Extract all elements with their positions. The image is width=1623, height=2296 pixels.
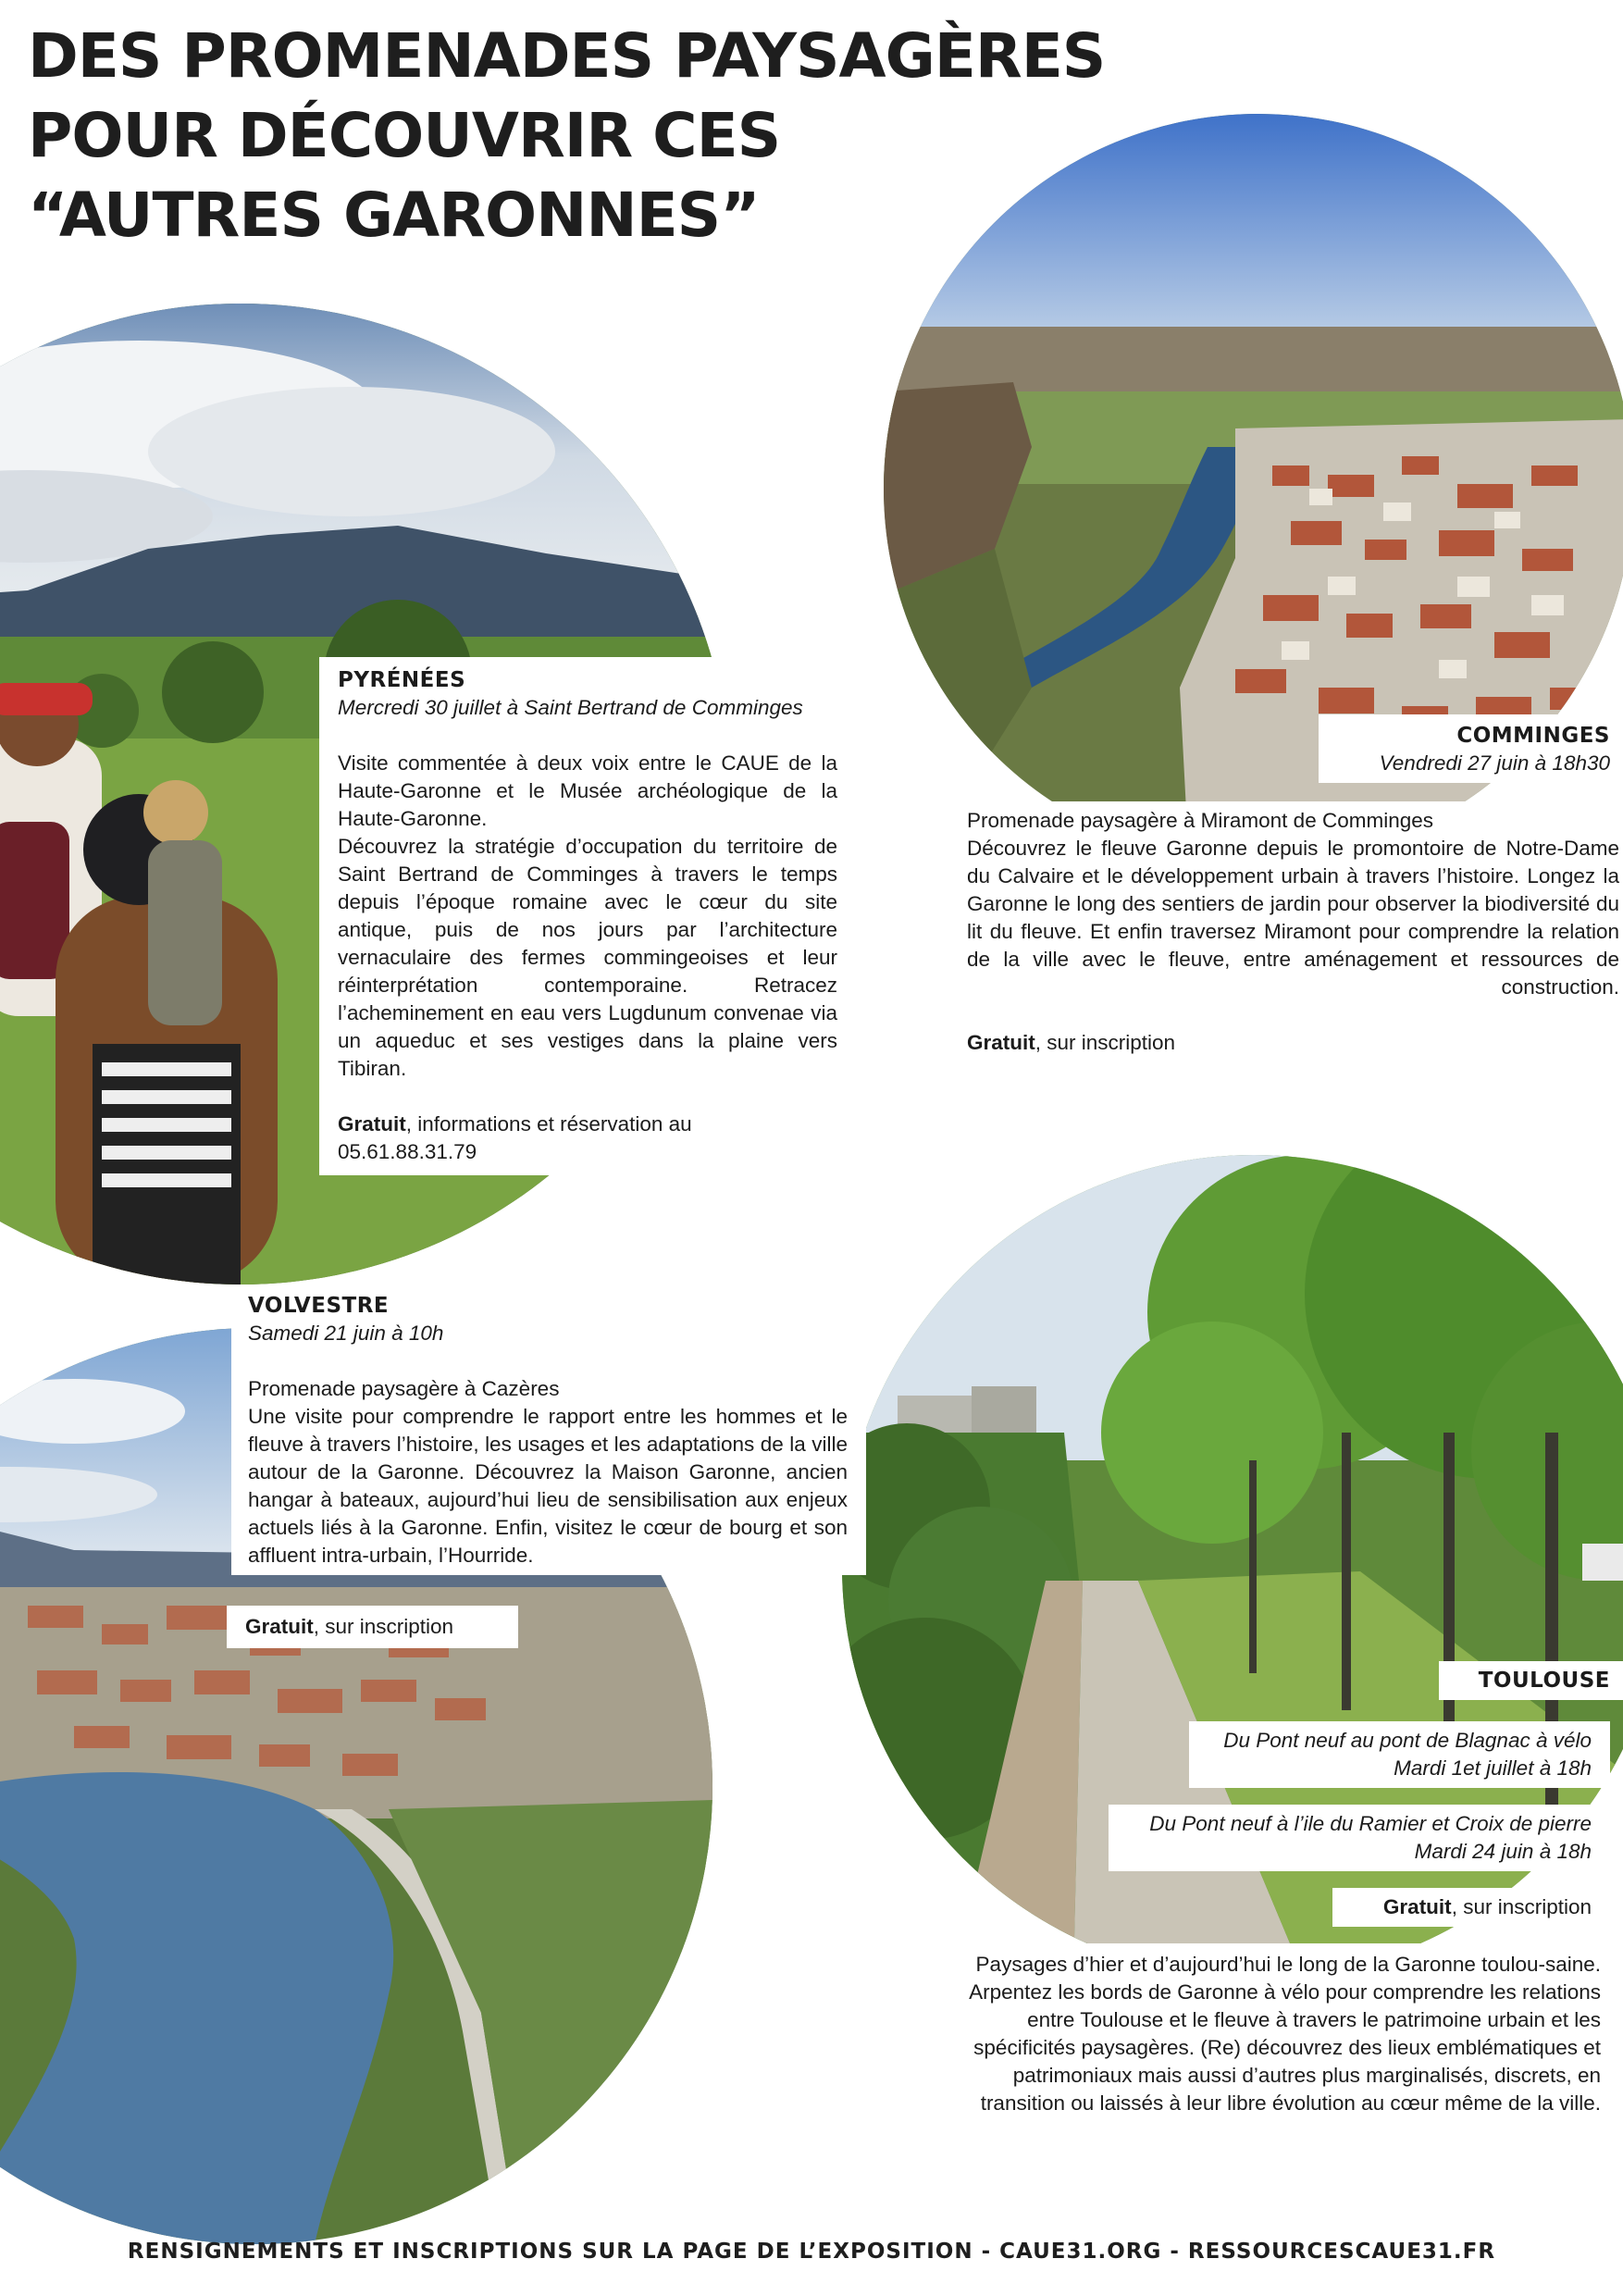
- volvestre-heading: VOLVESTRE: [248, 1294, 390, 1318]
- volvestre-description: Une visite pour comprendre le rapport entre les hommes et le fleuve à travers l’histoire, les usages et les adaptations de la ville autour de la Garonne. Découvrez la Maison Garonne, ancien hangar à bateaux, aujourd’hui lieu de sensibilisation aux enjeux actuels liés à la Garonne. Enfin, visitez le cœur de bourg et son affluent intra-urbain, l’Hourride.: [248, 1405, 848, 1567]
- comminges-free-note: , sur inscription: [1035, 1031, 1176, 1054]
- footer-info: RENSIGNEMENTS ET INSCRIPTIONS SUR LA PAGE DE L’EXPOSITION - CAUE31.ORG - RESSOURCESCAUE31.FR: [127, 2240, 1496, 2264]
- pyrenees-free-label: Gratuit: [338, 1112, 406, 1136]
- pyrenees-intro: Visite commentée à deux voix entre le CAUE de la Haute-Garonne et le Musée archéologique de la Haute-Garonne.: [338, 751, 837, 830]
- toulouse-price: [1332, 1888, 1610, 1927]
- toulouse-route-1-date: Mardi 1et juillet à 18h: [1394, 1756, 1592, 1780]
- comminges-price: [967, 1029, 1619, 1057]
- toulouse-route-1: [1189, 1721, 1610, 1788]
- toulouse-free-label: Gratuit: [1382, 1895, 1452, 1918]
- pyrenees-description: Découvrez la stratégie d’occupation du territoire de Saint Bertrand de Comminges à travers le temps depuis l’époque romaine avec le cœur du site antique, puis de nos jours par l’architecture vernaculaire des fermes commingeoises et leur réinterprétation contemporaine. Retracez l’acheminement en eau vers Lugdunum convenae via un aqueduc et ses vestiges dans la plaine vers Tibiran.: [338, 835, 837, 1080]
- volvestre-intro: Promenade paysagère à Cazères: [248, 1377, 560, 1400]
- toulouse-heading: TOULOUSE: [1478, 1669, 1610, 1693]
- volvestre-date: Samedi 21 juin à 10h: [248, 1322, 444, 1345]
- title-line-2: POUR DÉCOUVRIR CES: [28, 100, 781, 171]
- pyrenees-free-note: , informations et réservation au: [405, 1112, 692, 1136]
- toulouse-route-2-date: Mardi 24 juin à 18h: [1414, 1840, 1592, 1863]
- title-line-3: “AUTRES GARONNES”: [28, 180, 760, 251]
- volvestre-price: [227, 1606, 518, 1648]
- comminges-description: Découvrez le fleuve Garonne depuis le promontoire de Notre-Dame du Calvaire et le développement urbain à travers l’histoire. Longez la Garonne le long des sentiers de jardin pour observer la biodiversité du lit du fleuve. Et enfin traversez Miramont pour comprendre la relation de la ville avec le fleuve, entre aménagement et ressources de construction.: [967, 837, 1619, 999]
- page-title: [28, 17, 1105, 255]
- title-line-1: DES PROMENADES PAYSAGÈRES: [28, 20, 1106, 92]
- pyrenees-heading: PYRÉNÉES: [338, 668, 466, 692]
- toulouse-event: [944, 1943, 1619, 2127]
- comminges-free-label: Gratuit: [967, 1031, 1035, 1054]
- toulouse-header: [1439, 1661, 1623, 1700]
- toulouse-intro: Paysages d’hier et d’aujourd’hui le long de la Garonne toulou-saine.: [975, 1953, 1601, 1976]
- comminges-date: Vendredi 27 juin à 18h30: [1379, 751, 1610, 775]
- comminges-intro: Promenade paysagère à Miramont de Comminges: [967, 809, 1433, 832]
- pyrenees-event: [319, 657, 856, 1175]
- pyrenees-date: Mercredi 30 juillet à Saint Bertrand de Comminges: [338, 696, 803, 719]
- toulouse-free-note: , sur inscription: [1451, 1895, 1592, 1918]
- volvestre-free-label: Gratuit: [245, 1615, 314, 1638]
- toulouse-route-2: [1109, 1805, 1610, 1871]
- volvestre-event: [231, 1285, 866, 1575]
- comminges-event: [948, 801, 1623, 1066]
- comminges-header: [1319, 714, 1623, 783]
- toulouse-description: Arpentez les bords de Garonne à vélo pour comprendre les relations entre Toulouse et le fleuve à travers le patrimoine urbain et les spécificités paysagères. (Re) découvrez des lieux emblématiques et patrimoniaux mais aussi d’autres plus marginalisés, discrets, en transition ou laissés à leur libre évolution au cœur même de la ville.: [969, 1980, 1601, 2115]
- pyrenees-phone: 05.61.88.31.79: [338, 1140, 477, 1163]
- comminges-heading: COMMINGES: [1456, 724, 1610, 748]
- volvestre-free-note: , sur inscription: [313, 1615, 454, 1638]
- pyrenees-price: [338, 1111, 837, 1138]
- toulouse-route-2-title: Du Pont neuf à l’ile du Ramier et Croix de pierre: [1149, 1812, 1592, 1835]
- toulouse-route-1-title: Du Pont neuf au pont de Blagnac à vélo: [1223, 1729, 1592, 1752]
